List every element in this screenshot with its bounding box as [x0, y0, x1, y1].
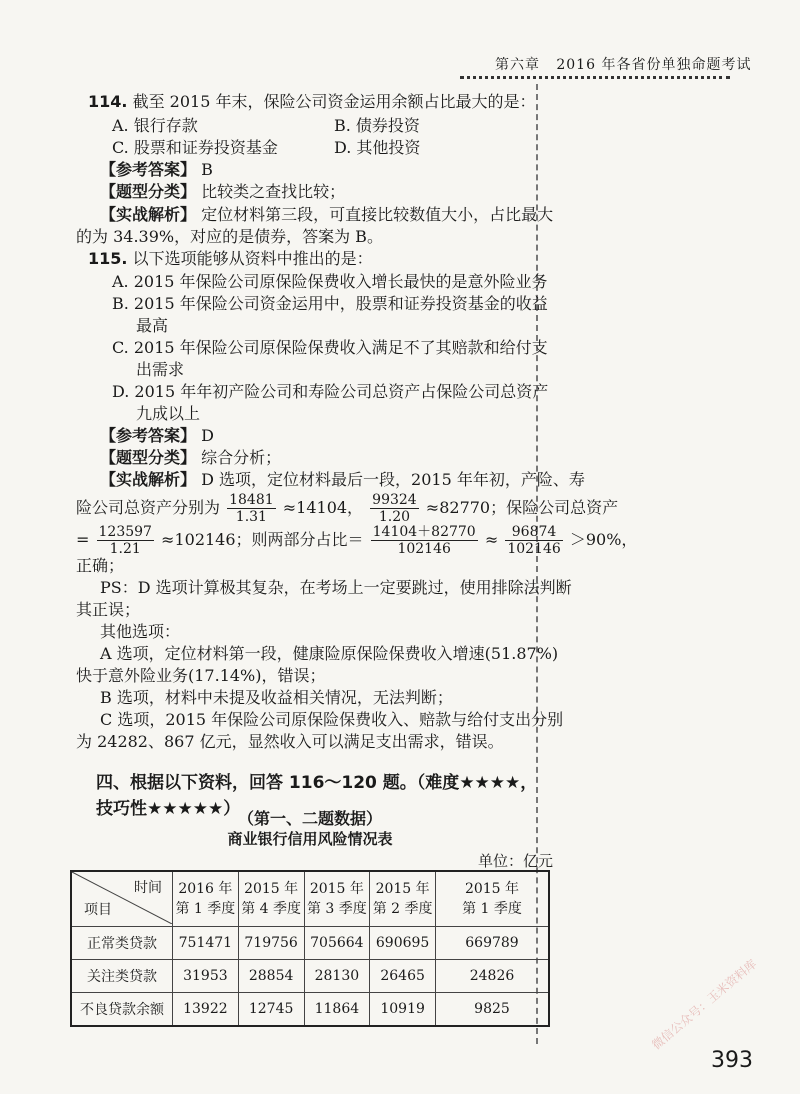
q115-option-c-analysis: C 选项，2015 年保险公司原保险保费收入、赔款与给付支出分别: [100, 710, 564, 729]
q115-calc-line-1: 险公司总资产分别为 $\frac{18481}{1.31}$ ≈14104， $\frac{99324}{1.20}$ ≈82770；保险公司总资产: [76, 492, 619, 525]
table-row: [71, 960, 549, 993]
q115-option-a-analysis-cont: 快于意外险业务(17.14%)，错误；: [76, 666, 326, 685]
column-header: 2015 年 第 3 季度: [304, 871, 370, 927]
q115-type: 【题型分类】 综合分析；: [100, 448, 282, 467]
table-cell: 11864: [304, 993, 370, 1027]
q114-option-d: D. 其他投资: [334, 138, 421, 157]
q115-option-d-cont: 九成以上: [136, 404, 201, 423]
q114-analysis: 【实战解析】 定位材料第三段，可直接比较数值大小，占比最大: [100, 205, 554, 224]
table-cell: 10919: [370, 993, 436, 1027]
fraction: $\frac{14104+82770}{102146}$: [372, 524, 476, 557]
chapter-label: 第六章: [495, 57, 540, 73]
page-number: 393: [711, 1048, 753, 1073]
table-cell: 28130: [304, 960, 370, 993]
table-cell: 28854: [238, 960, 304, 993]
q115-stem: 115. 以下选项能够从资料中推出的是：: [88, 249, 373, 268]
section-heading: 四、根据以下资料，回答 116～120 题。（难度★★★★，技巧性★★★★★）: [96, 773, 538, 819]
table-cell: 12745: [238, 993, 304, 1027]
header-rule: [460, 76, 730, 79]
q114-option-c: C. 股票和证券投资基金: [112, 138, 278, 157]
q114-type: 【题型分类】 比较类之查找比较；: [100, 182, 346, 201]
q115-option-b: B. 2015 年保险公司资金运用中，股票和证券投资基金的收益: [112, 294, 548, 313]
q115-option-a-analysis: A 选项，定位材料第一段，健康险原保险保费收入增速(51.87%): [100, 644, 559, 663]
q115-answer: 【参考答案】 D: [100, 426, 214, 445]
skill-stars: ★★★★★: [147, 799, 224, 819]
fraction: $\frac{96874}{102146}$: [507, 524, 561, 557]
q115-option-b-analysis: B 选项，材料中未提及收益相关情况，无法判断；: [100, 688, 453, 707]
corner-item-label: 项目: [84, 902, 112, 918]
table-row: [71, 927, 549, 960]
table-cell: 705664: [304, 927, 370, 960]
table-cell: 690695: [370, 927, 436, 960]
column-header: 2016 年 第 1 季度: [173, 871, 239, 927]
column-header: 2015 年 第 1 季度: [436, 871, 550, 927]
table-cell: 9825: [436, 993, 550, 1027]
table-cell: 13922: [173, 993, 239, 1027]
q115-option-a: A. 2015 年保险公司原保险保费收入增长最快的是意外险业务: [112, 272, 548, 291]
fraction: $\frac{99324}{1.20}$: [372, 492, 417, 525]
q115-number: 115.: [88, 249, 128, 268]
fraction: $\frac{18481}{1.31}$: [229, 492, 274, 525]
table-corner-cell: [71, 871, 173, 927]
watermark: 微信公众号：玉米资料库: [649, 956, 760, 1053]
table-cell: 31953: [173, 960, 239, 993]
q114-option-b: B. 债券投资: [334, 116, 420, 135]
table-cell: 751471: [173, 927, 239, 960]
q115-ps: PS：D 选项计算极其复杂，在考场上一定要跳过，使用排除法判断: [100, 578, 572, 597]
table-cell: 26465: [370, 960, 436, 993]
q114-analysis-cont: 的为 34.39%，对应的是债券，答案为 B。: [76, 227, 383, 246]
column-header: 2015 年 第 4 季度: [238, 871, 304, 927]
credit-risk-table: [70, 870, 550, 1027]
table-group-title: （第一、二题数据）: [237, 809, 382, 828]
q115-option-c-analysis-cont: 为 24282、867 亿元，显然收入可以满足支出需求，错误。: [76, 732, 504, 751]
q115-option-d: D. 2015 年年初产险公司和寿险公司总资产占保险公司总资产: [112, 382, 549, 401]
q115-option-c: C. 2015 年保险公司原保险保费收入满足不了其赔款和给付支: [112, 338, 548, 357]
table-row: [71, 993, 549, 1027]
row-label: 不良贷款余额: [71, 993, 173, 1027]
q115-calc-line-2: = $\frac{123597}{1.21}$ ≈102146；则两部分占比＝ $\frac{14104+82770}{102146}$ ≈ $\frac{96874}{102146}$ ＞90%，: [76, 524, 638, 557]
q115-analysis: 【实战解析】 D 选项，定位材料最后一段，2015 年年初，产险、寿: [100, 470, 585, 489]
q114-number: 114.: [88, 92, 128, 111]
q114-answer: 【参考答案】 B: [100, 160, 213, 179]
table-header-row: [71, 871, 549, 927]
q115-ps-cont: 其正误；: [76, 600, 141, 619]
table-cell: 24826: [436, 960, 550, 993]
header-title: 2016 年各省份单独命题考试: [556, 57, 752, 73]
table-cell: 719756: [238, 927, 304, 960]
table-title: 商业银行信用风险情况表: [227, 830, 393, 848]
q115-other: 其他选项：: [100, 622, 181, 641]
q115-option-c-cont: 出需求: [136, 360, 185, 379]
q115-option-b-cont: 最高: [136, 316, 169, 335]
table-unit: 单位：亿元: [478, 852, 554, 870]
corner-time-label: 时间: [134, 880, 162, 896]
row-label: 正常类贷款: [71, 927, 173, 960]
difficulty-stars: ★★★★: [459, 773, 521, 793]
column-header: 2015 年 第 2 季度: [370, 871, 436, 927]
row-label: 关注类贷款: [71, 960, 173, 993]
fraction: $\frac{123597}{1.21}$: [98, 524, 152, 557]
q115-analysis-correct: 正确；: [76, 556, 125, 575]
q114-option-a: A. 银行存款: [112, 116, 198, 135]
q114-stem: 114. 截至 2015 年末，保险公司资金运用余额占比最大的是：: [88, 92, 536, 111]
table-cell: 669789: [436, 927, 550, 960]
running-header: [495, 54, 751, 74]
